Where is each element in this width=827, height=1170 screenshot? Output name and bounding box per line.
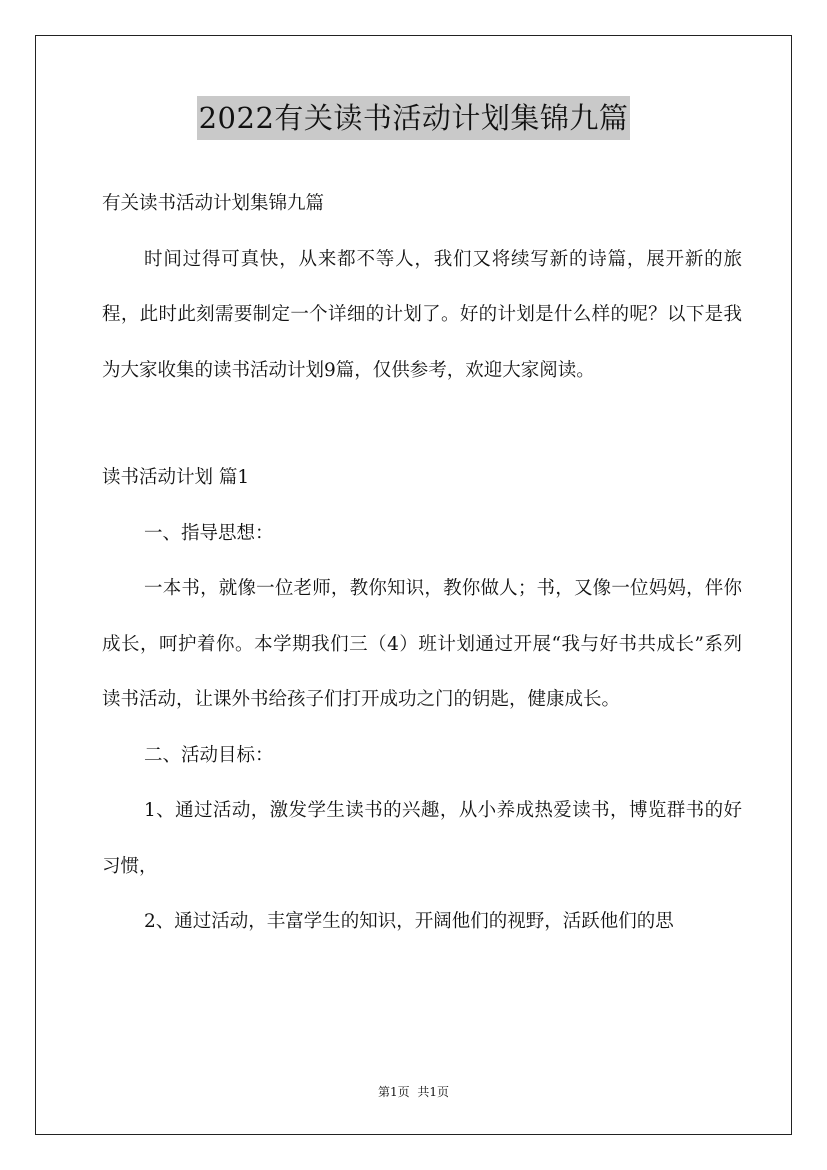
intro-paragraph: 时间过得可真快，从来都不等人，我们又将续写新的诗篇，展开新的旅程，此时此刻需要制定一个详细的计划了。好的计划是什么样的呢？以下是我为大家收集的读书活动计划9篇，仅供参考，欢迎大家阅读。 [102, 248, 742, 381]
page-total: 共1页 [417, 1085, 449, 1099]
section-gap [102, 398, 742, 450]
document-title: 2022有关读书活动计划集锦九篇 [197, 96, 631, 140]
document-subtitle: 有关读书活动计划集锦九篇 [102, 193, 325, 214]
goal-item-2: 2、通过活动，丰富学生的知识，开阔他们的视野，活跃他们的思 [144, 911, 674, 932]
section-heading: 读书活动计划 篇1 [102, 467, 250, 488]
paragraph-guiding-ideas: 一本书，就像一位老师，教你知识，教你做人；书，又像一位妈妈，伴你成长，呵护着你。本学期我们三（4）班计划通过开展“我与好书共成长”系列读书活动，让课外书给孩子们打开成功之门的钥匙，健康成长。 [102, 578, 742, 710]
title-container [0, 96, 827, 140]
goal-item-1: 1、通过活动，激发学生读书的兴趣，从小养成热爱读书，博览群书的好习惯， [102, 800, 742, 877]
heading-guiding-ideas: 一、指导思想： [144, 522, 274, 544]
page-footer [0, 1082, 827, 1102]
page-number: 第1页 [378, 1085, 410, 1099]
heading-activity-goals: 二、活动目标： [144, 744, 274, 766]
document-body [102, 176, 742, 950]
